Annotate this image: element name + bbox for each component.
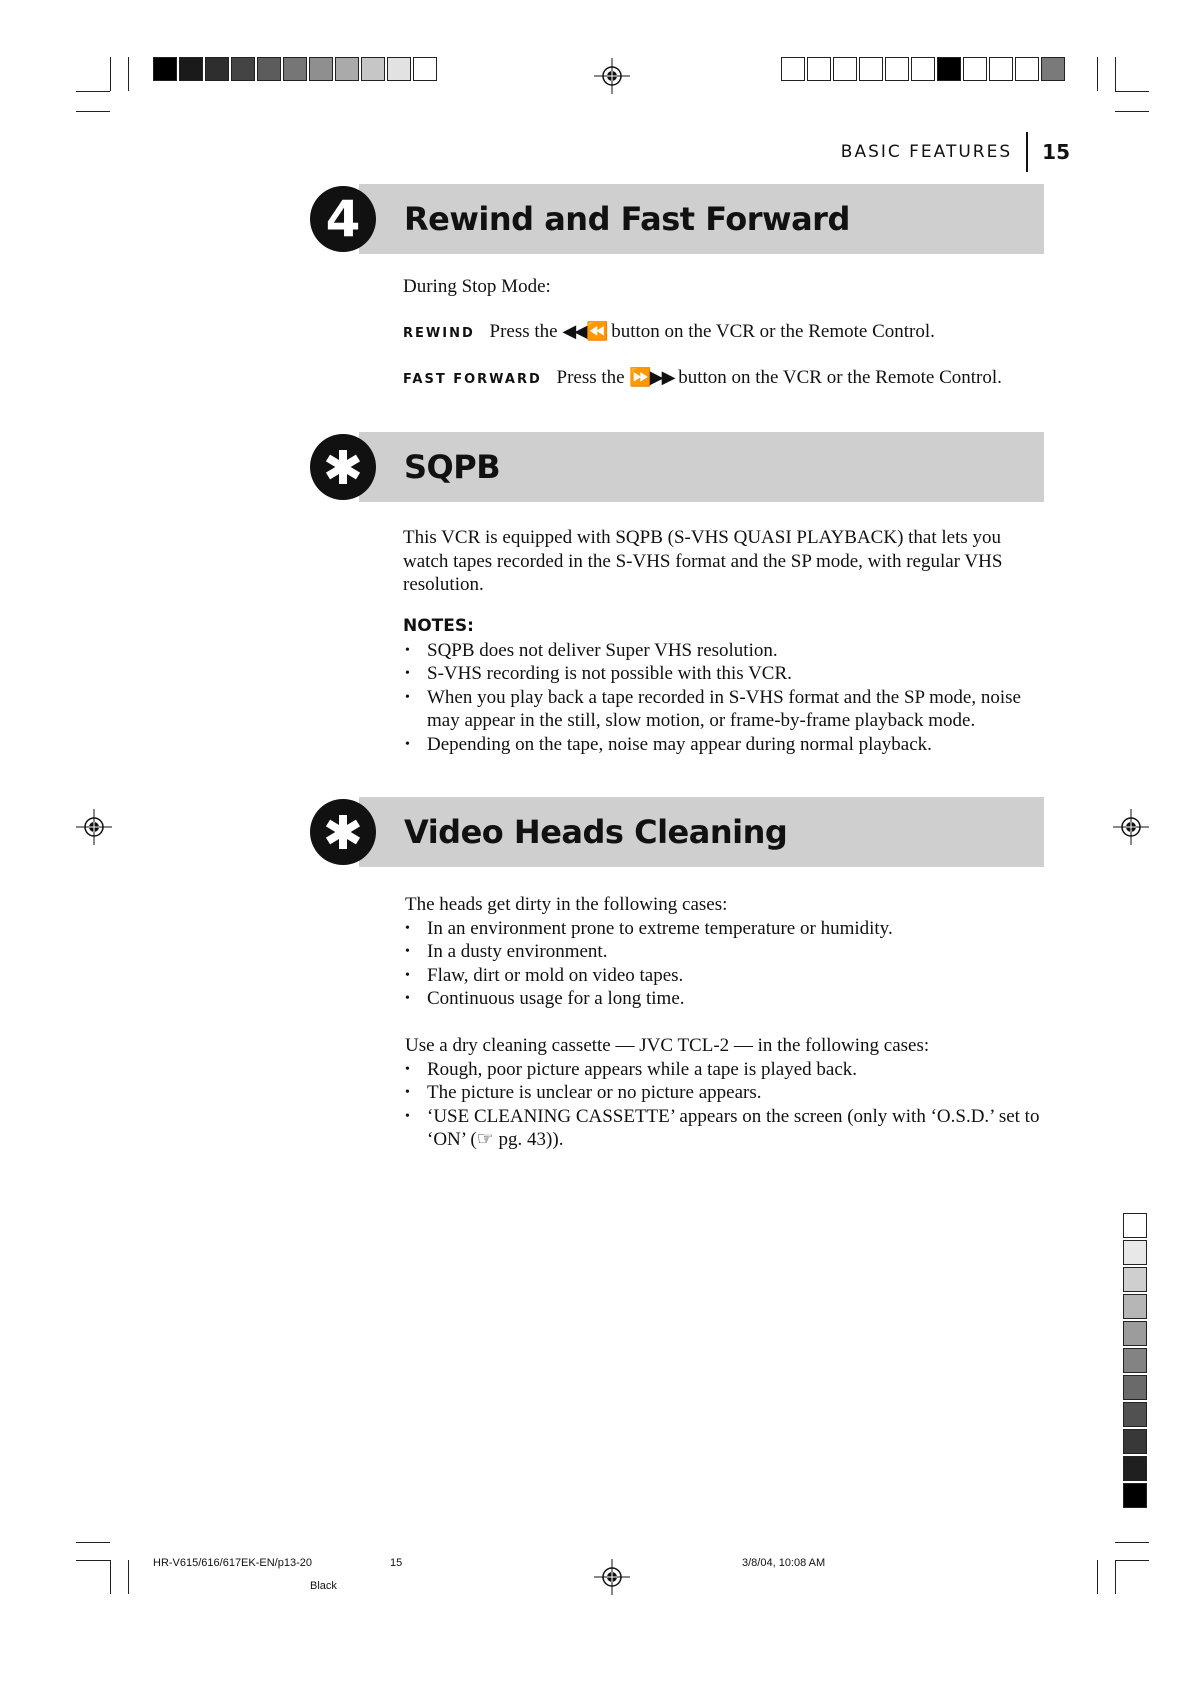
heads-dirty-block xyxy=(403,893,1043,1011)
color-swatch xyxy=(1123,1456,1147,1481)
section-name: BASIC FEATURES xyxy=(840,142,1013,162)
color-swatch xyxy=(1041,57,1065,81)
sqpb-paragraph: This VCR is equipped with SQPB (S-VHS QUASI PLAYBACK) that lets you watch tapes recorded in the S-VHS format and the SP mode, with regular VHS resolution. xyxy=(403,527,1003,595)
color-swatch xyxy=(413,57,437,81)
heads-dirty-intro: The heads get dirty in the following cases: xyxy=(405,894,728,915)
section-banner-rewind xyxy=(359,184,1044,254)
color-swatch xyxy=(231,57,255,81)
crop-mark xyxy=(76,111,110,112)
asterisk-icon xyxy=(310,434,376,500)
section-title: Video Heads Cleaning xyxy=(404,813,788,851)
number-badge: 4 xyxy=(310,186,376,252)
color-swatch xyxy=(1123,1321,1147,1346)
crop-mark xyxy=(110,57,111,91)
color-swatch xyxy=(1123,1240,1147,1265)
list-item: • Flaw, dirt or mold on video tapes. xyxy=(403,964,1043,988)
crop-mark xyxy=(1115,111,1149,112)
asterisk-icon xyxy=(310,799,376,865)
section-banner-video-heads-cleaning xyxy=(359,797,1044,867)
list-item: • The picture is unclear or no picture appears. xyxy=(403,1081,1043,1105)
fast-forward-label: FAST FORWARD xyxy=(403,372,542,387)
crop-mark xyxy=(76,1560,110,1561)
section-banner-sqpb xyxy=(359,432,1044,502)
cleaning-cassette-block xyxy=(403,1034,1043,1152)
color-swatch xyxy=(885,57,909,81)
list-item: • In a dusty environment. xyxy=(403,940,1043,964)
list-item: • SQPB does not deliver Super VHS resolution. xyxy=(403,639,1043,663)
header-divider xyxy=(1026,132,1028,172)
color-swatch xyxy=(833,57,857,81)
page-number: 15 xyxy=(1042,140,1070,164)
list-item: • S-VHS recording is not possible with this VCR. xyxy=(403,662,1043,686)
crop-mark xyxy=(110,1560,111,1594)
color-swatch xyxy=(283,57,307,81)
crop-mark xyxy=(128,57,129,91)
color-swatch xyxy=(1123,1213,1147,1238)
fast-forward-text-before: Press the xyxy=(556,367,625,388)
list-item: • Depending on the tape, noise may appear during normal playback. xyxy=(403,733,1043,757)
color-swatch xyxy=(1123,1483,1147,1508)
slug-file: HR-V615/616/617EK-EN/p13-20 xyxy=(153,1557,312,1569)
cleaning-cassette-list xyxy=(403,1058,1043,1152)
color-swatch xyxy=(937,57,961,81)
list-item: • When you play back a tape recorded in S-VHS format and the SP mode, noise may appear in the still, slow motion, or frame-by-frame playback mode. xyxy=(403,686,1043,733)
list-item: • Rough, poor picture appears while a tape is played back. xyxy=(403,1058,1043,1082)
color-swatch xyxy=(1123,1348,1147,1373)
fast-forward-icon: ⏩▶▶ xyxy=(629,367,674,388)
color-swatch xyxy=(859,57,883,81)
color-swatch xyxy=(1123,1294,1147,1319)
crop-mark xyxy=(1115,1542,1149,1543)
color-swatch xyxy=(1123,1429,1147,1454)
crop-mark xyxy=(76,1542,110,1543)
slug-date: 3/8/04, 10:08 AM xyxy=(742,1557,826,1569)
color-swatch xyxy=(309,57,333,81)
heads-dirty-list xyxy=(403,917,1043,1011)
rewind-text-before: Press the xyxy=(489,321,558,342)
rewind-icon: ◀◀⏪ xyxy=(562,321,607,342)
cleaning-cassette-intro: Use a dry cleaning cassette — JVC TCL-2 — in the following cases: xyxy=(405,1035,930,1056)
color-swatch xyxy=(1015,57,1039,81)
registration-mark-icon xyxy=(76,809,112,845)
color-swatch xyxy=(335,57,359,81)
color-swatch xyxy=(1123,1402,1147,1427)
color-swatch xyxy=(1123,1267,1147,1292)
grayscale-color-bar-top-right xyxy=(781,57,1067,81)
color-swatch xyxy=(387,57,411,81)
section-title: SQPB xyxy=(404,448,501,486)
registration-mark-icon xyxy=(594,58,630,94)
section-title: Rewind and Fast Forward xyxy=(404,200,850,238)
color-swatch xyxy=(911,57,935,81)
color-swatch xyxy=(781,57,805,81)
list-item: • ‘USE CLEANING CASSETTE’ appears on the screen (only with ‘O.S.D.’ set to ‘ON’ (☞ pg. 43)). xyxy=(403,1105,1043,1152)
rewind-instruction xyxy=(403,320,935,346)
rewind-text-after: button on the VCR or the Remote Control. xyxy=(611,321,935,342)
color-swatch xyxy=(963,57,987,81)
crop-mark xyxy=(128,1560,129,1594)
color-swatch xyxy=(989,57,1013,81)
grayscale-color-bar-top-left xyxy=(153,57,439,81)
crop-mark xyxy=(1097,1560,1098,1594)
color-swatch xyxy=(205,57,229,81)
registration-mark-icon xyxy=(1113,809,1149,845)
crop-mark xyxy=(1115,91,1149,92)
fast-forward-text-after: button on the VCR or the Remote Control. xyxy=(678,367,1002,388)
crop-mark xyxy=(1115,1560,1149,1561)
crop-mark xyxy=(76,91,110,92)
stop-mode-intro: During Stop Mode: xyxy=(403,276,551,297)
color-swatch xyxy=(257,57,281,81)
running-header xyxy=(790,132,1070,172)
grayscale-color-bar-right xyxy=(1123,1213,1147,1510)
color-swatch xyxy=(179,57,203,81)
notes-block xyxy=(403,615,1043,756)
list-item: • In an environment prone to extreme temperature or humidity. xyxy=(403,917,1043,941)
color-swatch xyxy=(1123,1375,1147,1400)
crop-mark xyxy=(1115,57,1116,91)
crop-mark xyxy=(1097,57,1098,91)
list-item: • Continuous usage for a long time. xyxy=(403,987,1043,1011)
color-swatch xyxy=(361,57,385,81)
color-swatch xyxy=(153,57,177,81)
color-swatch xyxy=(807,57,831,81)
fast-forward-instruction xyxy=(403,366,1002,392)
slug-plate: Black xyxy=(310,1580,337,1592)
rewind-label: REWIND xyxy=(403,326,475,341)
notes-list xyxy=(403,639,1043,757)
crop-mark xyxy=(1115,1560,1116,1594)
notes-label: NOTES: xyxy=(403,616,474,636)
slug-page: 15 xyxy=(390,1557,403,1569)
registration-mark-icon xyxy=(594,1559,630,1595)
